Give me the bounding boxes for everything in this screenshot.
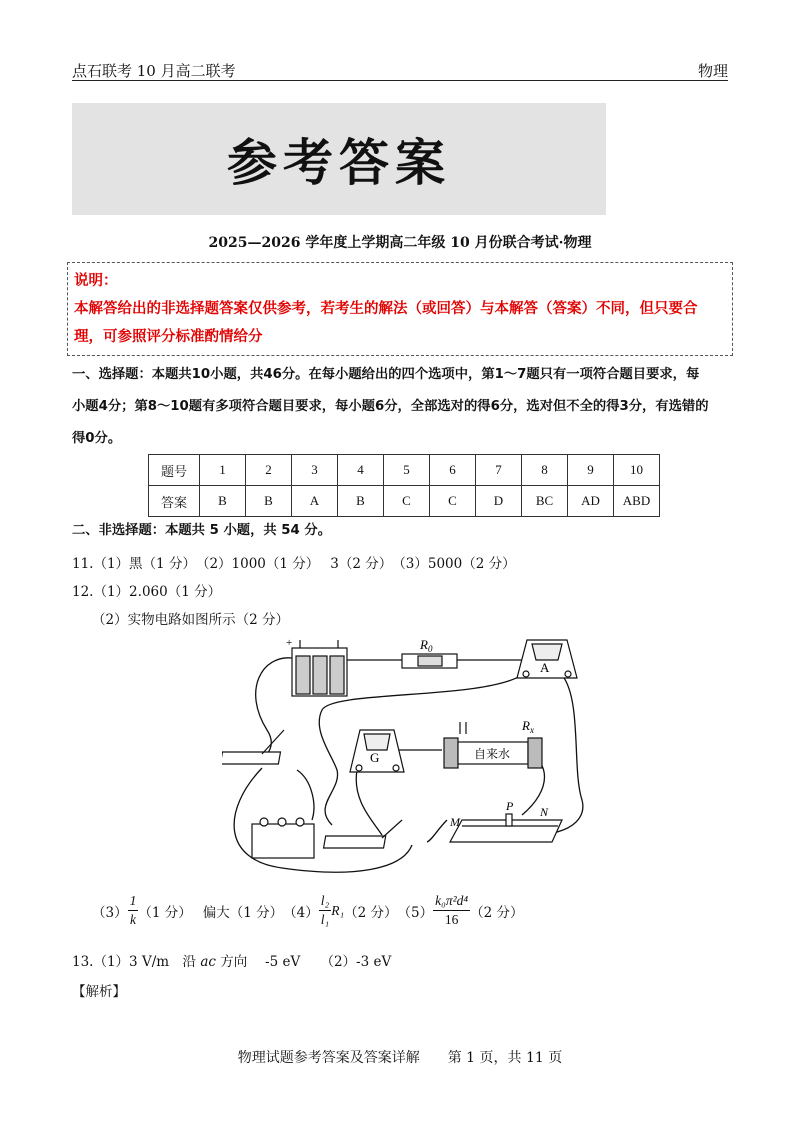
table-cell: B xyxy=(200,486,246,517)
table-cell: 3 xyxy=(292,455,338,486)
table-cell: ABD xyxy=(614,486,660,517)
table-cell: D xyxy=(476,486,522,517)
header-exam-name: 点石联考 10 月高二联考 xyxy=(72,62,236,80)
table-cell: AD xyxy=(568,486,614,517)
fraction-l2-over-l1: $\frac{\text{l₂}}{\text{l₁}}$ xyxy=(320,893,330,927)
table-cell: 4 xyxy=(338,455,384,486)
table-cell: B xyxy=(246,486,292,517)
switch-1 xyxy=(222,730,284,764)
switch-2 xyxy=(324,820,402,848)
q12-3-suffix: （2 分） xyxy=(470,904,524,921)
rx-label: $R_x$ xyxy=(522,718,534,735)
q12-3-prefix: （3） xyxy=(92,904,128,921)
battery-icon xyxy=(292,640,347,696)
table-cell: 1 xyxy=(200,455,246,486)
table-cell: 5 xyxy=(384,455,430,486)
n-label: N xyxy=(540,805,549,819)
page-header xyxy=(72,60,728,81)
ammeter-label: A xyxy=(540,660,550,675)
header-subject: 物理 xyxy=(697,62,728,80)
table-cell: C xyxy=(384,486,430,517)
table-row xyxy=(149,455,660,486)
p-label: P xyxy=(506,799,514,813)
answer-q12-3 xyxy=(92,892,523,929)
table-cell: A xyxy=(292,486,338,517)
water-label: 自来水 xyxy=(474,747,511,761)
fraction-1-over-k: $\frac{1}{k}$ xyxy=(129,893,137,927)
r0-label: $R_0$ xyxy=(420,637,433,654)
m-label: M xyxy=(450,815,460,829)
circuit-diagram xyxy=(222,630,590,886)
banner-title: 参考答案 xyxy=(227,133,451,192)
table-cell: 9 xyxy=(568,455,614,486)
table-cell: B xyxy=(338,486,384,517)
table-cell: 2 xyxy=(246,455,292,486)
analysis-heading: 【解析】 xyxy=(72,984,126,1000)
q12-3-mid2: （2 分） （5） xyxy=(344,904,434,921)
answer-q12-2: （2）实物电路如图所示（2 分） xyxy=(92,612,289,628)
section1-line1: 一、选择题：本题共10小题，共46分。在每小题给出的四个选项中，第1～7题只有一项符合题目要求，每 xyxy=(72,367,700,382)
rheostat-box xyxy=(252,818,314,858)
table-cell: 7 xyxy=(476,455,522,486)
section1-line3: 得0分。 xyxy=(72,431,122,446)
table-row xyxy=(149,486,660,517)
title-banner xyxy=(72,103,606,215)
r1-symbol: R₁ xyxy=(331,902,345,918)
wire xyxy=(256,658,292,760)
page-footer: 物理试题参考答案及答案详解 第 1 页，共 11 页 xyxy=(237,1050,563,1066)
section1-line2: 小题4分；第8～10题有多项符合题目要求，每小题6分，全部选对的得6分，选对但不全的得3分，有选错的 xyxy=(72,399,709,414)
note-box xyxy=(67,262,733,356)
note-title: 说明： xyxy=(74,273,118,289)
fraction-formula: $\frac{\text{k₀π²d⁴}}{16}$ xyxy=(435,893,469,927)
table-cell: BC xyxy=(522,486,568,517)
answer-q13: 13.（1）3 V/m 沿 ac 方向 -5 eV （2）-3 eV xyxy=(72,954,392,970)
resistor-r0 xyxy=(402,654,457,668)
plus-label: + xyxy=(286,637,293,649)
answer-q11: 11.（1）黑（1 分） （2）1000（1 分） 3（2 分） （3）5000（2 分） xyxy=(72,556,516,572)
wire xyxy=(356,770,382,835)
section2-heading: 二、非选择题：本题共 5 小题，共 54 分。 xyxy=(72,523,332,538)
note-body: 本解答给出的非选择题答案仅供参考，若考生的解法（或回答）与本解答（答案）不同，但只要合理，可参照评分标准酌情给分 xyxy=(74,301,698,345)
table-cell: 8 xyxy=(522,455,568,486)
q12-3-mid: （1 分） 偏大（1 分） （4） xyxy=(138,904,319,921)
exam-subtitle: 2025—2026 学年度上学期高二年级 10 月份联合考试·物理 xyxy=(208,235,592,251)
wire xyxy=(297,770,314,820)
galvanometer-label: G xyxy=(370,750,380,765)
answer-q12-1: 12.（1）2.060（1 分） xyxy=(72,584,222,600)
table-cell: C xyxy=(430,486,476,517)
table-cell: 答案 xyxy=(149,486,200,517)
table-cell: 题号 xyxy=(149,455,200,486)
wire xyxy=(427,820,447,842)
answer-table xyxy=(148,454,660,517)
table-cell: 10 xyxy=(614,455,660,486)
table-cell: 6 xyxy=(430,455,476,486)
